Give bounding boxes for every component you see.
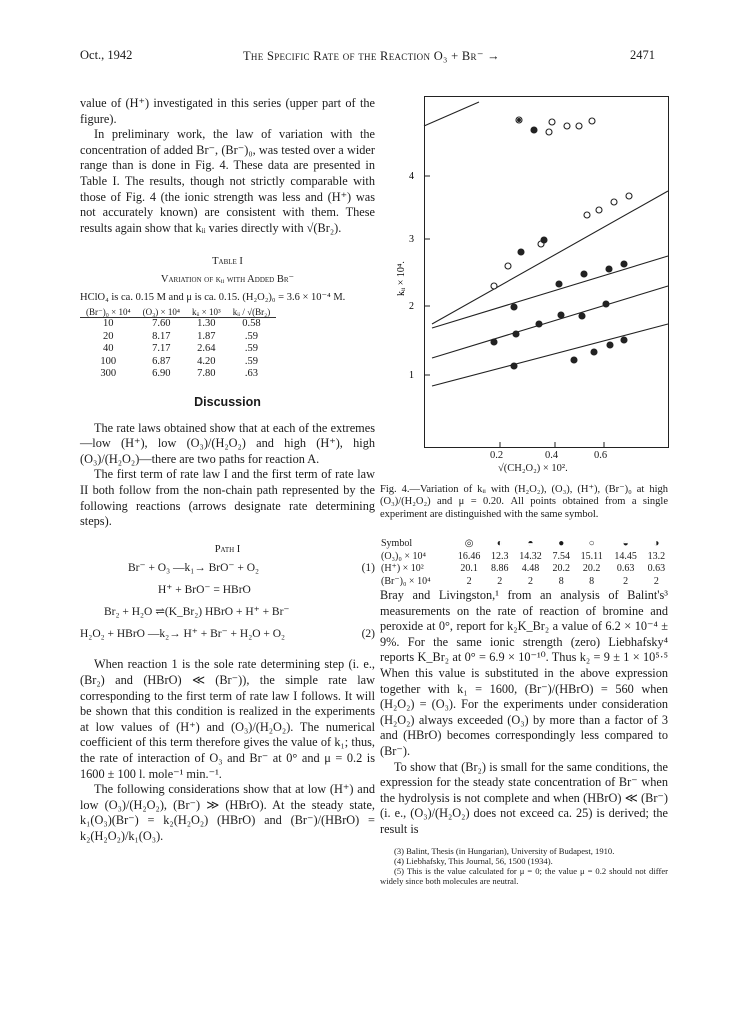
table-subtitle: Variation of kᵢᵢ with Added Br⁻	[160, 273, 295, 285]
table-row	[80, 343, 276, 356]
footnotes	[380, 846, 668, 887]
table-1	[80, 308, 276, 381]
symbol-cell: ◑	[653, 538, 660, 549]
equation-text: H⁺ + BrO⁻ = HBrO	[158, 584, 251, 597]
y-tick-label: 1	[409, 370, 414, 381]
table-row	[380, 576, 670, 589]
table-cell: 0.63	[616, 563, 635, 575]
row-label: (O₃)₀ × 10⁴	[381, 550, 426, 562]
table-cell: 6.87	[152, 355, 171, 367]
table-header: kᵢᵢ × 10³	[186, 308, 227, 318]
header-title: The Specific Rate of the Reaction O₃ + Br⁻ →	[243, 49, 500, 63]
equation-number: (2)	[361, 628, 375, 641]
paragraph: The following considerations show that at low (H⁺) and low (O₃)/(H₂O₂), (Br⁻) ≫ (HBrO). At the steady state, k₁(O₃)(Br⁻) = k₂(H₂O₂) (HBrO) and (Br⁻)/(HBrO) = k₂(H₂O₂)/k₁(O₃).	[80, 782, 375, 843]
equation-text: Br⁻ + O₃ —k₁→ BrO⁻ + O₂	[128, 562, 260, 575]
table-cell: 16.46	[457, 550, 481, 562]
header-date: Oct., 1942	[80, 48, 133, 62]
table-header: (O₃) × 10⁴	[137, 308, 186, 318]
table-cell: 1.30	[197, 318, 216, 330]
table-cell: 12.3	[491, 550, 509, 562]
table-cell: 7.54	[552, 550, 570, 562]
x-axis-label: √(CH₂O₂) × 10².	[498, 463, 568, 474]
table-row	[80, 368, 276, 381]
figure-caption: Fig. 4.—Variation of kᵢᵢ with (H₂O₂), (O₃), (H⁺), (Br⁻)₀ at high (O₃)/(H₂O₂) and μ = 0.20. All points obtained from a single experiment are distinguished with the same symbol.	[380, 484, 668, 520]
equation	[80, 561, 375, 583]
table-cell: .59	[244, 355, 259, 367]
footnote: (5) This is the value calculated for μ = 0; the value μ = 0.2 should not differ widely since both molecules are neutral.	[380, 865, 668, 887]
table-cell: 0.58	[242, 318, 261, 330]
y-axis-label: kᵢᵢ × 10⁴.	[396, 261, 407, 296]
footnote: (3) Balint, Thesis (in Hungarian), University of Budapest, 1910.	[394, 845, 615, 856]
table-cell: .63	[244, 368, 259, 380]
equation	[80, 605, 375, 627]
table-row	[80, 318, 276, 331]
left-column	[80, 96, 375, 844]
equation	[80, 583, 375, 605]
paragraph: value of (H⁺) investigated in this series (upper part of the figure).	[80, 96, 375, 126]
x-tick-label: 0.2	[490, 450, 504, 461]
y-tick-label: 4	[409, 171, 414, 182]
table-cell: 20.2	[552, 563, 570, 575]
table-cell: 14.45	[614, 550, 637, 562]
table-row	[80, 331, 276, 344]
symbol-cell: ◓	[527, 538, 534, 549]
table-cell: 7.60	[152, 318, 171, 330]
table-cell: 8	[589, 575, 595, 587]
table-cell: 8.86	[491, 563, 509, 575]
table-cell: 14.32	[519, 550, 542, 562]
paragraph: In preliminary work, the law of variation with the concentration of added Br⁻, (Br⁻)₀, was tested over a wider range than is done in Fig. 4. These data are presented in Table I. The results, though not strictly comparable with those of Fig. 4 (the ionic strength was less and (H⁺) was not accurately known) are consistent with them. These results again show that kᵢᵢ varies directly with √(Br₂).	[80, 127, 375, 235]
table-row	[380, 551, 670, 564]
paragraph: Bray and Livingston,¹ from an analysis of Balint's³ measurements on the rate of reaction of bromine and peroxide at 0°, report for k₂K_Br₂ a value of 6.2 × 10⁻⁴ ± 9%. For the same ionic strength (zero) Liebhafsky⁴ reports K_Br₂ at 0° = 6.9 × 10⁻¹⁰. Thus k₂ = 9 ± 1 × 10⁵·⁵ When this value is substituted in the above expression together with k₁ = 1600, (Br⁻)/(HBrO) = 560 when (H₂O₂) = (O₃). For the experiments under consideration (H₂O₂) always exceeded (O₃) by more than a factor of 3 and (HBrO) becomes correspondingly less compared to (Br⁻).	[380, 588, 668, 758]
footnote: (4) Liebhafsky, This Journal, 56, 1500 (1934).	[394, 855, 553, 866]
table-cell: 100	[100, 355, 117, 367]
x-tick-label: 0.4	[545, 450, 559, 461]
symbol-table	[380, 538, 670, 588]
page-number: 2471	[630, 48, 655, 62]
paragraph: The first term of rate law I and the first term of rate law II both follow from the non-chain path represented by the following reactions (arrows designate rate determining steps).	[80, 467, 375, 529]
table-cell: 15.11	[580, 550, 603, 562]
table-cell: 20.1	[460, 563, 478, 575]
symbol-cell: ◎	[464, 538, 474, 549]
table-cell: 4.48	[521, 563, 540, 575]
table-cell: 13.2	[647, 550, 666, 562]
equation	[80, 627, 375, 649]
table-header: (Br⁻)₀ × 10⁴	[80, 308, 137, 318]
paragraph: The rate laws obtained show that at each of the extremes—low (H⁺), low (O₃)/(H₂O₂) and high (H⁺), high (O₃)/(H₂O₂)—there are two paths for reaction A.	[80, 420, 375, 466]
symbol-cell: ●	[558, 538, 565, 549]
table-cell: 0.63	[647, 563, 666, 575]
table-title: Table I	[212, 256, 243, 268]
table-row	[380, 563, 670, 576]
table-cell: 8	[558, 575, 564, 587]
symbol-cell: ◒	[622, 538, 629, 549]
table-cell: 300	[100, 368, 117, 380]
table-cell: 2	[623, 575, 629, 587]
symbol-cell: ○	[588, 538, 595, 549]
table-cell: 7.80	[197, 368, 216, 380]
y-tick-label: 3	[409, 234, 414, 245]
table-cell: 6.90	[152, 368, 171, 380]
table-header: kᵢᵢ / √(Br₂)	[227, 308, 277, 318]
table-cell: 1.87	[197, 330, 216, 342]
table-cell: 10	[103, 318, 114, 330]
symbol-cell: ◐	[496, 538, 503, 549]
table-cell: 2	[466, 575, 472, 587]
table-cell: 2	[528, 575, 533, 587]
figure-4-plot	[396, 96, 669, 448]
path-title: Path I	[214, 543, 241, 555]
table-cell: 40	[103, 343, 114, 355]
plot-points	[491, 117, 632, 369]
table-cell: 20.2	[582, 563, 601, 575]
table-cell: 2	[497, 575, 503, 587]
row-label: Symbol	[381, 538, 413, 549]
table-row	[80, 356, 276, 369]
table-cell: 2.64	[197, 343, 216, 355]
equation-text: H₂O₂ + HBrO —k₂→ H⁺ + Br⁻ + H₂O + O₂	[80, 628, 286, 641]
section-heading: Discussion	[194, 395, 261, 409]
table-cell: 20	[103, 330, 114, 342]
table-cell: 8.17	[152, 330, 171, 342]
table-cell: 4.20	[197, 355, 216, 367]
y-tick-label: 2	[409, 301, 414, 312]
paragraph: When reaction 1 is the sole rate determining step (i. e., (Br₂) and (HBrO) ≪ (Br⁻)), the simple rate law corresponding to the first term of rate law I follows. It will be shown that this condition is realized in the experiments at low values of (H⁺) and (O₃)/(H₂O₂). The numerical coefficient of this term therefore gives the value of k₁; thus, the rate of interaction of O₃ and Br⁻ at 0° and μ = 0.2 is 1600 ± 100 l. mole⁻¹ min.⁻¹.	[80, 657, 375, 781]
table-note: HClO₄ is ca. 0.15 M and μ is ca. 0.15. (H₂O₂)₀ = 3.6 × 10⁻⁴ M.	[80, 291, 346, 303]
table-cell: .59	[244, 330, 259, 342]
table-cell: 7.17	[152, 343, 171, 355]
paragraph: To show that (Br₂) is small for the same conditions, the expression for the steady state concentration of Br⁻ when the hydrolysis is not complete and when (HBrO) ≪ (Br⁻) (i. e., (O₃)/(H₂O₂) does not exceed ca. 25) is derived; the result is	[380, 759, 668, 836]
table-row	[380, 538, 670, 551]
x-tick-label: 0.6	[594, 450, 608, 461]
equation-number: (1)	[361, 562, 375, 575]
row-label: (Br⁻)₀ × 10⁴	[381, 575, 431, 587]
table-cell: .59	[244, 343, 259, 355]
x-axis	[424, 450, 669, 480]
right-column	[380, 588, 668, 886]
equation-text: Br₂ + H₂O ⇌(K_Br₂) HBrO + H⁺ + Br⁻	[104, 606, 290, 619]
row-label: (H⁺) × 10²	[381, 563, 424, 575]
table-cell: 2	[653, 575, 659, 587]
